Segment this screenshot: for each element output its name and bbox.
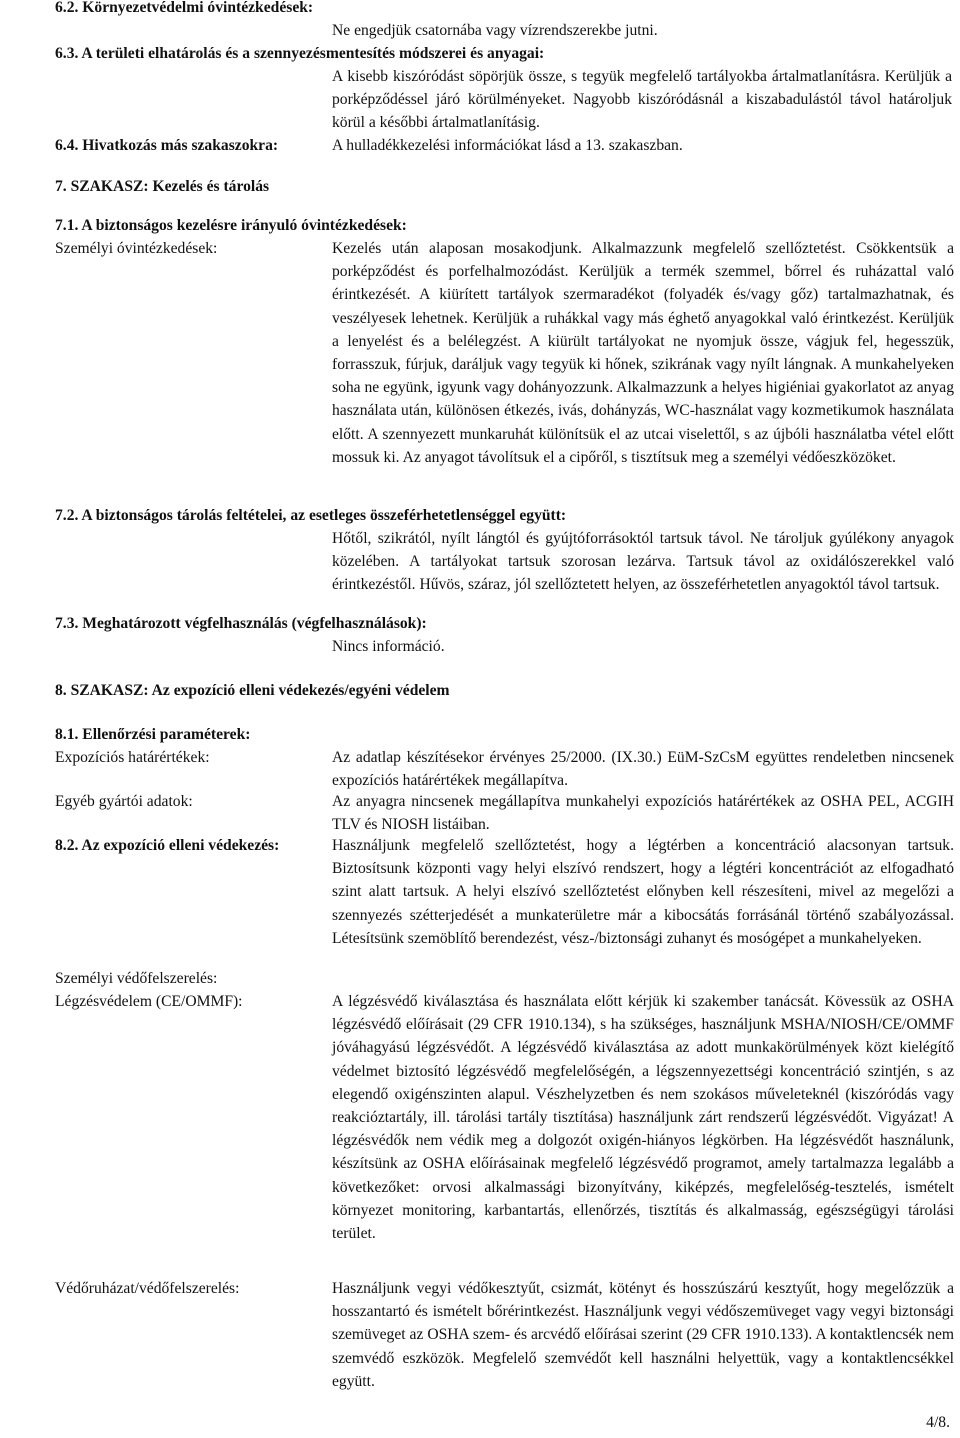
section-6-2-heading: 6.2. Környezetvédelmi óvintézkedések: bbox=[55, 0, 314, 16]
respiratory-protection-text: A légzésvédő kiválasztása és használata előtt kérjük ki szakember tanácsát. Kövessük az OSHA légzésvédő előírásait (29 CFR 1910.134), s ha szükséges, használjunk MSHA/NIOSH/CE/OMMF jóváhagyású légzésvédőt. A légzésvédő kiválasztása az adott munkakörülmények közt kielégítő védelmet biztosító légzésvédő megfelelőségén, a légszennyezettségi koncentráció szintjén, s az elegendő oxigénszinten alapul. Vészhelyzetben és nem szokásos műveleteknél (kiszóródás vagy reakcióztartály, ill. tárolási tartály tisztítása) használjunk zárt rendszerű légzésvédőt. Vigyázat! A légzésvédők nem védik meg a dolgozót oxigén-hiányos légkörben. Ha légzésvédőt használunk, készítsünk az OSHA előírásainak megfelelő légzésvédő programot, amely tartalmazza legalább a következőket: orvosi alkalmassági bizonyítvány, kiképzés, megfelelőség-tesztelés, ismételt környezet monitoring, karbantartás, ellenőrzés, tisztítás és alkalmasság, egészségügyi tárolási terület. bbox=[332, 993, 954, 1243]
personal-precautions-label: Személyi óvintézkedések: bbox=[55, 240, 218, 257]
section-7-2-text: Hőtől, szikrától, nyílt lángtól és gyújtóforrásoktól tartsuk távol. Ne tároljuk gyúlékony anyagok közelében. A tartályokat tartsuk szorosan lezárva. Tartsuk távol az oxidálószerekkel való érintkezéstől. Hűvös, száraz, jól szellőztetett helyen, az összeférhetetlen anyagoktól távol tartsuk. bbox=[332, 530, 954, 594]
section-8-2-heading: 8.2. Az expozíció elleni védekezés: bbox=[55, 837, 280, 854]
protective-clothing-text: Használjunk vegyi védőkesztyűt, csizmát, kötényt és hosszúszárú kesztyűt, hogy megelőzzük a hosszantartó és ismételt bőrérintkezést. Használjunk vegyi védőszemüveget vagy vegyi biztonsági szemüveget az OSHA szem- és arcvédő előírásai szerint (29 CFR 1910.133). A kontaktlencsék nem szemvédő eszközök. Megfelelő szemvédőt kell használni helyettük, vagy a kontaktlencsékkel együtt. bbox=[332, 1280, 954, 1390]
section-6-4-heading: 6.4. Hivatkozás más szakaszokra: bbox=[55, 137, 279, 154]
section-8-1-heading: 8.1. Ellenőrzési paraméterek: bbox=[55, 726, 251, 743]
section-8-2-text: Használjunk megfelelő szellőztetést, hogy a légtérben a koncentráció alacsonyan tartsuk. Biztosítsunk központi vagy helyi elszívó rendszert, hogy a légtéri koncentrációt az elfogadható szint alatt tartsuk. A helyi elszívó szellőztetést előnyben kell részesíteni, mivel az megelőzi a szennyezés szétterjedését a munkaterületre már a kibocsátás forrásánál történő szabályozással. Létesítsünk szemöblítő berendezést, vész-/biztonsági zuhanyt és mosógépet a munkahelyeken. bbox=[332, 837, 954, 947]
ppe-label: Személyi védőfelszerelés: bbox=[55, 970, 218, 987]
section-6-3-heading: 6.3. A területi elhatárolás és a szennyezésmentesítés módszerei és anyagai: bbox=[55, 45, 545, 62]
personal-precautions-text: Kezelés után alaposan mosakodjunk. Alkalmazzunk megfelelő szellőztetést. Csökkentsük a porképződést és porfelhalmozódást. Kerüljük a termék szemmel, bőrrel és ruházattal való érintkezését. A kiürített tartályok szermaradékot (folyadék és/vagy gőz) tartalmazhatnak, és veszélyesek lehetnek. Kerüljük a ruhákkal vagy más éghető anyagokkal való érintkezést. Kerüljük a lenyelést és a belélegzést. A kiürült tartályokat ne nyomjuk össze, vágjuk fel, hegesszük, forrasszuk, fúrjuk, daráljuk vagy tegyük ki hőnek, szikrának vagy nyílt lángnak. A munkahelyeken soha ne együnk, igyunk vagy dohányozzunk. Alkalmazzunk a helyes higiéniai gyakorlatot az anyag használata után, különösen étkezés, ivás, dohányzás, WC-használat vagy kozmetikumok használata előtt. A szennyezett munkaruhát különítsük el az utcai viselettől, s az újbóli használatba vétel előtt mossuk ki. Az anyagot távolítsuk el a cipőről, s tisztítsuk meg a személyi védőeszközöket. bbox=[332, 240, 954, 466]
exposure-limits-text: Az adatlap készítésekor érvényes 25/2000. (IX.30.) EüM-SzCsM együttes rendeletben nincsenek expozíciós határértékek megállapítva. bbox=[332, 749, 954, 790]
protective-clothing-label: Védőruházat/védőfelszerelés: bbox=[55, 1280, 240, 1297]
other-manufacturer-data-text: Az anyagra nincsenek megállapítva munkahelyi expozíciós határértékek az OSHA PEL, ACGIH TLV és NIOSH listáiban. bbox=[332, 793, 954, 834]
section-7-3-heading: 7.3. Meghatározott végfelhasználás (végfelhasználások): bbox=[55, 615, 427, 632]
page-number: 4/8. bbox=[926, 1414, 950, 1431]
section-7-3-text: Nincs információ. bbox=[332, 638, 445, 655]
section-6-2-text: Ne engedjük csatornába vagy vízrendszerekbe jutni. bbox=[332, 22, 658, 39]
respiratory-protection-label: Légzésvédelem (CE/OMMF): bbox=[55, 993, 243, 1010]
section-8-title: 8. SZAKASZ: Az expozíció elleni védekezés/egyéni védelem bbox=[55, 682, 450, 699]
other-manufacturer-data-label: Egyéb gyártói adatok: bbox=[55, 793, 193, 810]
section-7-1-heading: 7.1. A biztonságos kezelésre irányuló óvintézkedések: bbox=[55, 217, 407, 234]
section-7-title: 7. SZAKASZ: Kezelés és tárolás bbox=[55, 178, 270, 195]
section-6-3-text: A kisebb kiszóródást söpörjük össze, s tegyük megfelelő tartályokba ártalmatlanításra. Kerüljük a porképződéssel járó körülményeket. Nagyobb kiszóródásnál a kiszabadulástól távol határoljuk körül a későbbi ártalmatlanításig. bbox=[332, 68, 952, 132]
exposure-limits-label: Expozíciós határértékek: bbox=[55, 749, 210, 766]
section-7-2-heading: 7.2. A biztonságos tárolás feltételei, az esetleges összeférhetetlenséggel együtt: bbox=[55, 507, 567, 524]
section-6-4-text: A hulladékkezelési információkat lásd a 13. szakaszban. bbox=[332, 137, 683, 154]
